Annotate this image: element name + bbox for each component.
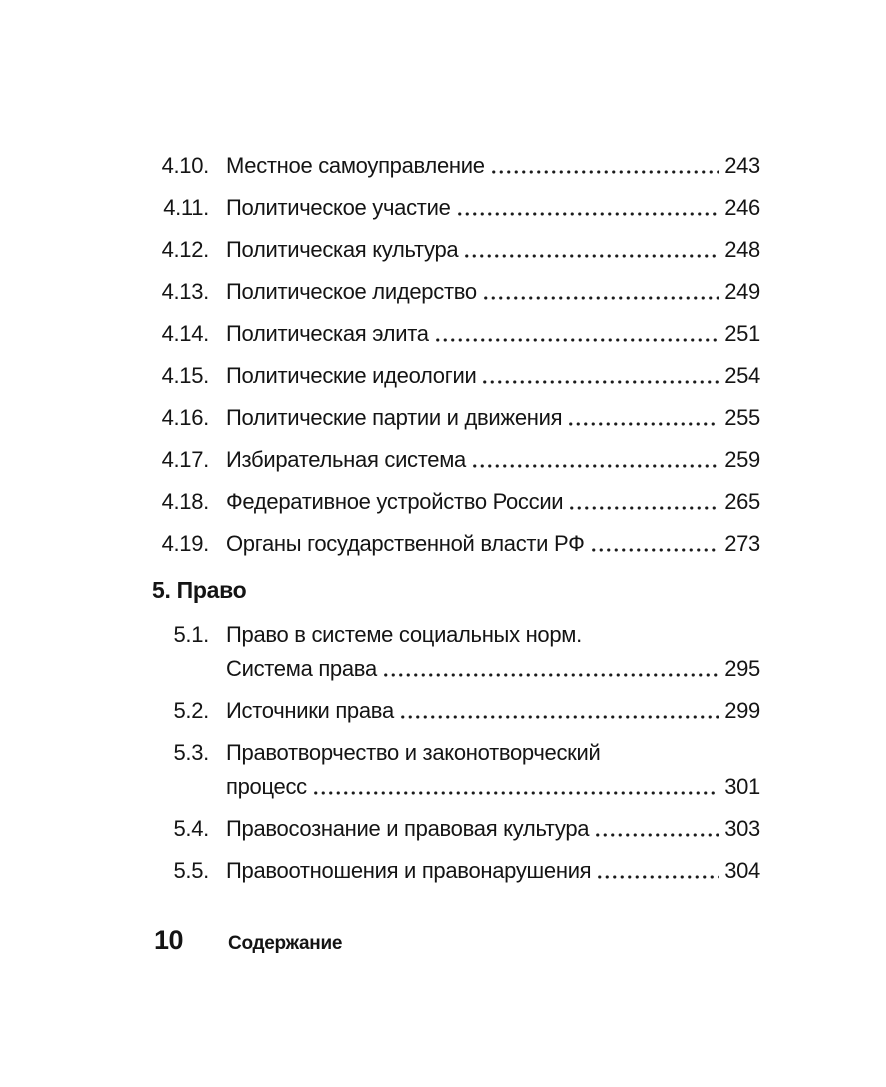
entry-line-last bbox=[226, 854, 760, 888]
toc-entry bbox=[154, 443, 760, 477]
toc-entry bbox=[154, 359, 760, 393]
running-title: Содержание bbox=[228, 933, 343, 954]
entry-title: Правосознание и правовая культура bbox=[226, 816, 590, 841]
dot-leader bbox=[399, 715, 719, 719]
entry-line-last bbox=[226, 149, 760, 183]
toc-entry bbox=[154, 275, 760, 309]
dot-leader bbox=[463, 254, 719, 258]
toc-entry bbox=[154, 854, 760, 888]
entry-title: Правотворчество и законотворческий bbox=[226, 740, 601, 765]
entry-title: Избирательная система bbox=[226, 447, 466, 472]
entry-title: Местное самоуправление bbox=[226, 153, 485, 178]
entry-page-number: 304 bbox=[724, 858, 760, 883]
entry-page-number: 255 bbox=[724, 405, 760, 430]
entry-line-last bbox=[226, 652, 760, 686]
entry-line-last bbox=[226, 527, 760, 561]
entry-body bbox=[226, 191, 760, 225]
entry-body bbox=[226, 359, 760, 393]
toc-section bbox=[154, 573, 760, 888]
toc-entry bbox=[154, 317, 760, 351]
entry-line-last bbox=[226, 694, 760, 728]
toc-entry bbox=[154, 618, 760, 686]
dot-leader bbox=[471, 464, 719, 468]
toc-entry bbox=[154, 191, 760, 225]
entry-page-number: 265 bbox=[724, 489, 760, 514]
toc-entry bbox=[154, 149, 760, 183]
entry-number: 4.17. bbox=[161, 447, 209, 472]
dot-leader bbox=[312, 791, 719, 795]
entry-number: 4.10. bbox=[161, 153, 209, 178]
toc-entry bbox=[154, 401, 760, 435]
entry-line-last bbox=[226, 812, 760, 846]
dot-leader bbox=[567, 422, 719, 426]
entry-number: 5.4. bbox=[173, 816, 209, 841]
dot-leader bbox=[490, 170, 720, 174]
entry-number: 5.3. bbox=[173, 740, 209, 765]
entry-number: 4.11. bbox=[163, 195, 209, 220]
entry-line-last bbox=[226, 317, 760, 351]
entry-page-number: 254 bbox=[724, 363, 760, 388]
entry-title: Политическое участие bbox=[226, 195, 451, 220]
entry-number: 4.16. bbox=[161, 405, 209, 430]
entry-page-number: 248 bbox=[724, 237, 760, 262]
page-footer bbox=[154, 925, 342, 956]
entry-title: Право в системе социальных норм. bbox=[226, 622, 582, 647]
toc-section bbox=[154, 149, 760, 561]
entry-title: Правоотношения и правонарушения bbox=[226, 858, 592, 883]
entry-body bbox=[226, 401, 760, 435]
entry-body bbox=[226, 527, 760, 561]
entry-line-last bbox=[226, 485, 760, 519]
entry-title: Система права bbox=[226, 656, 377, 681]
entry-body bbox=[226, 275, 760, 309]
entry-body bbox=[226, 233, 760, 267]
dot-leader bbox=[568, 506, 719, 510]
entry-title: Политическое лидерство bbox=[226, 279, 477, 304]
entry-body bbox=[226, 812, 760, 846]
entry-line bbox=[226, 618, 760, 652]
entry-page-number: 259 bbox=[724, 447, 760, 472]
entry-number: 4.12. bbox=[161, 237, 209, 262]
entry-body bbox=[226, 736, 760, 804]
section-heading: 5. Право bbox=[152, 577, 247, 603]
dot-leader bbox=[594, 833, 719, 837]
toc-entry bbox=[154, 233, 760, 267]
entry-title: Федеративное устройство России bbox=[226, 489, 564, 514]
entry-number: 5.5. bbox=[173, 858, 209, 883]
dot-leader bbox=[482, 296, 719, 300]
entry-number: 4.18. bbox=[161, 489, 209, 514]
table-of-contents bbox=[154, 149, 760, 896]
entry-number: 5.1. bbox=[173, 622, 209, 647]
entry-page-number: 303 bbox=[724, 816, 760, 841]
page-number: 10 bbox=[154, 925, 184, 955]
entry-line-last bbox=[226, 191, 760, 225]
entry-number: 4.15. bbox=[161, 363, 209, 388]
entry-body bbox=[226, 618, 760, 686]
entry-page-number: 246 bbox=[724, 195, 760, 220]
entry-line-last bbox=[226, 233, 760, 267]
entry-body bbox=[226, 317, 760, 351]
entry-body bbox=[226, 149, 760, 183]
entry-page-number: 273 bbox=[724, 531, 760, 556]
entry-line-last bbox=[226, 359, 760, 393]
dot-leader bbox=[596, 875, 719, 879]
entry-page-number: 295 bbox=[724, 656, 760, 681]
dot-leader bbox=[456, 212, 720, 216]
entry-title: Политические партии и движения bbox=[226, 405, 563, 430]
entry-body bbox=[226, 694, 760, 728]
entry-page-number: 301 bbox=[724, 774, 760, 799]
entry-number: 5.2. bbox=[173, 698, 209, 723]
toc-entry bbox=[154, 736, 760, 804]
entry-line-last bbox=[226, 443, 760, 477]
entry-title: Политическая элита bbox=[226, 321, 429, 346]
dot-leader bbox=[590, 548, 720, 552]
toc-entry bbox=[154, 485, 760, 519]
entry-body bbox=[226, 854, 760, 888]
entry-line bbox=[226, 736, 760, 770]
entry-title: Политическая культура bbox=[226, 237, 459, 262]
dot-leader bbox=[481, 380, 719, 384]
entry-line-last bbox=[226, 770, 760, 804]
entry-page-number: 249 bbox=[724, 279, 760, 304]
entry-body bbox=[226, 443, 760, 477]
entry-title: Источники права bbox=[226, 698, 394, 723]
toc-entry bbox=[154, 812, 760, 846]
entry-number: 4.14. bbox=[161, 321, 209, 346]
toc-entry bbox=[154, 694, 760, 728]
entry-page-number: 251 bbox=[724, 321, 760, 346]
entry-title: Органы государственной власти РФ bbox=[226, 531, 585, 556]
dot-leader bbox=[434, 338, 720, 342]
entry-page-number: 299 bbox=[724, 698, 760, 723]
entry-title: Политические идеологии bbox=[226, 363, 477, 388]
entry-page-number: 243 bbox=[724, 153, 760, 178]
entry-number: 4.13. bbox=[161, 279, 209, 304]
dot-leader bbox=[382, 673, 719, 677]
entry-line-last bbox=[226, 275, 760, 309]
entry-line-last bbox=[226, 401, 760, 435]
entry-body bbox=[226, 485, 760, 519]
entry-title: процесс bbox=[226, 774, 307, 799]
toc-entry bbox=[154, 527, 760, 561]
entry-number: 4.19. bbox=[161, 531, 209, 556]
